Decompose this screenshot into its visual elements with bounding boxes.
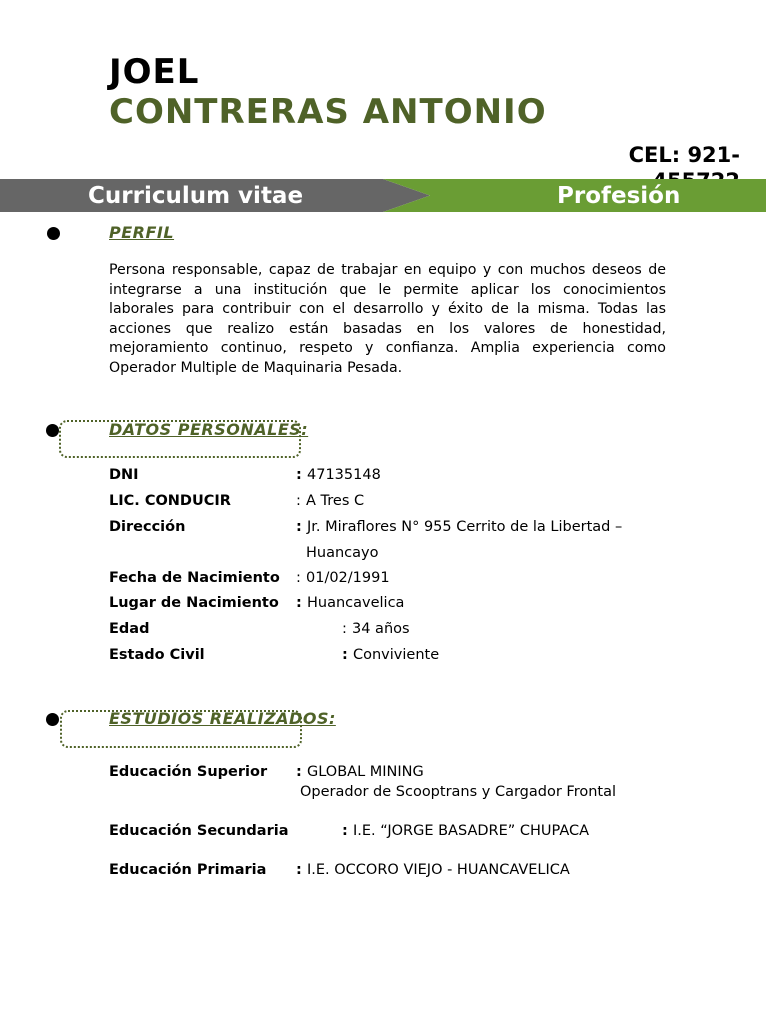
direccion-value-cont: Huancayo xyxy=(306,545,379,561)
primaria-sep: : xyxy=(296,862,302,878)
estado-civil-label: Estado Civil xyxy=(109,647,205,663)
first-name: JOEL xyxy=(109,52,200,92)
banner-curriculum-label: Curriculum vitae xyxy=(88,183,304,209)
secundaria-sep: : xyxy=(342,823,348,839)
banner-profession-label: Profesión xyxy=(557,183,681,209)
dni-label: DNI xyxy=(109,467,139,483)
direccion-label: Dirección xyxy=(109,519,186,535)
edad-sep: : xyxy=(342,621,347,637)
estado-civil-value: Conviviente xyxy=(353,647,440,663)
bullet-icon xyxy=(46,713,59,726)
perfil-title: PERFIL xyxy=(109,223,175,242)
dni-value: 47135148 xyxy=(307,467,381,483)
edad-value: 34 años xyxy=(352,621,410,637)
datos-title: DATOS PERSONALES: xyxy=(109,420,309,439)
secundaria-label: Educación Secundaria xyxy=(109,823,289,839)
superior-sep: : xyxy=(296,764,302,780)
edad-label: Edad xyxy=(109,621,150,637)
lugar-sep: : xyxy=(296,595,302,611)
perfil-text: Persona responsable, capaz de trabajar en equipo y con muchos deseos de integrarse a una institución que le permite aplicar los conocimientos laborales para contribuir con el desarrollo y éxito de la misma. Todas las acciones que realizo están basadas en los valores de honestidad, mejoramiento continuo, respeto y confianza. Amplia experiencia como Operador Multiple de Maquinaria Pesada. xyxy=(109,262,666,376)
lugar-label: Lugar de Nacimiento xyxy=(109,595,279,611)
secundaria-value: I.E. “JORGE BASADRE” CHUPACA xyxy=(353,823,590,839)
fecha-sep: : xyxy=(296,570,301,586)
fecha-label: Fecha de Nacimiento xyxy=(109,570,280,586)
bullet-icon xyxy=(47,227,60,240)
fecha-value: 01/02/1991 xyxy=(306,570,390,586)
licencia-sep: : xyxy=(296,493,301,509)
superior-label: Educación Superior xyxy=(109,764,268,780)
primaria-value: I.E. OCCORO VIEJO - HUANCAVELICA xyxy=(307,862,570,878)
estado-civil-sep: : xyxy=(342,647,348,663)
licencia-label: LIC. CONDUCIR xyxy=(109,493,231,509)
superior-value: GLOBAL MINING xyxy=(307,764,424,780)
superior-value-cont: Operador de Scooptrans y Cargador Frontal xyxy=(300,784,617,800)
primaria-label: Educación Primaria xyxy=(109,862,267,878)
bullet-icon xyxy=(46,424,59,437)
cel-number: CEL: 921- xyxy=(628,143,740,167)
licencia-value: A Tres C xyxy=(306,493,365,509)
lugar-value: Huancavelica xyxy=(307,595,405,611)
last-name: CONTRERAS ANTONIO xyxy=(109,92,547,132)
cel-container xyxy=(600,142,745,179)
direccion-value: Jr. Miraflores N° 955 Cerrito de la Libertad – xyxy=(307,519,623,535)
direccion-sep: : xyxy=(296,519,302,535)
estudios-title: ESTUDIOS REALIZADOS: xyxy=(109,709,336,728)
dni-sep: : xyxy=(296,467,302,483)
